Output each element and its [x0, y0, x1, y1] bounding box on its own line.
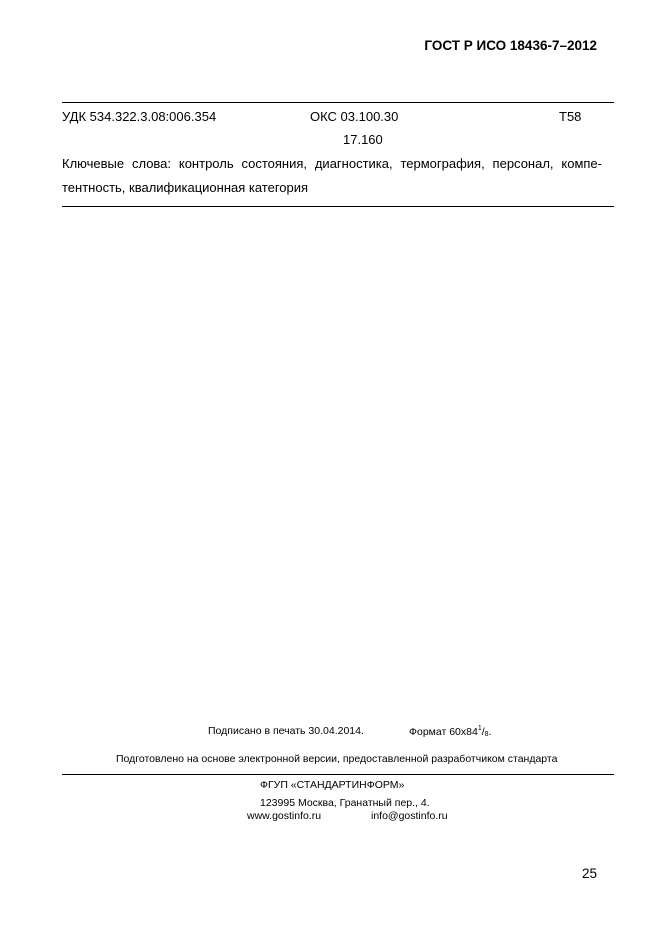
oks-code-2: 17.160: [343, 132, 383, 147]
keywords-paragraph: Ключевые слова: контроль состояния, диагностика, термография, персонал, компе- тентность, квалификационная категория: [62, 156, 602, 195]
publisher-address: 123995 Москва, Гранатный пер., 4.: [260, 797, 430, 809]
keywords-divider: [62, 206, 614, 207]
imprint-divider: [62, 774, 614, 775]
document-header: ГОСТ Р ИСО 18436-7–2012: [424, 38, 597, 53]
format-end: .: [488, 726, 492, 738]
format-denominator: 8: [484, 731, 489, 738]
prepared-note: Подготовлено на основе электронной версии, предоставленной разработчиком стандарта: [116, 753, 558, 765]
paper-format: Формат $60х84^1/_8$.: [409, 725, 492, 738]
oks-code-1: ОКС 03.100.30: [310, 109, 399, 124]
signed-date: Подписано в печать 30.04.2014.: [208, 725, 364, 737]
classification-code: Т58: [559, 109, 582, 124]
publisher-website: www.gostinfo.ru: [247, 810, 322, 822]
format-numerator: 1: [477, 725, 482, 732]
publisher-name: ФГУП «СТАНДАРТИНФОРМ»: [260, 779, 405, 791]
publisher-email: info@gostinfo.ru: [371, 810, 448, 822]
page-number: 25: [582, 866, 598, 881]
format-label: Формат 60х84: [409, 726, 478, 738]
udk-code: УДК 534.322.3.08:006.354: [62, 109, 217, 124]
top-divider: [62, 102, 614, 103]
